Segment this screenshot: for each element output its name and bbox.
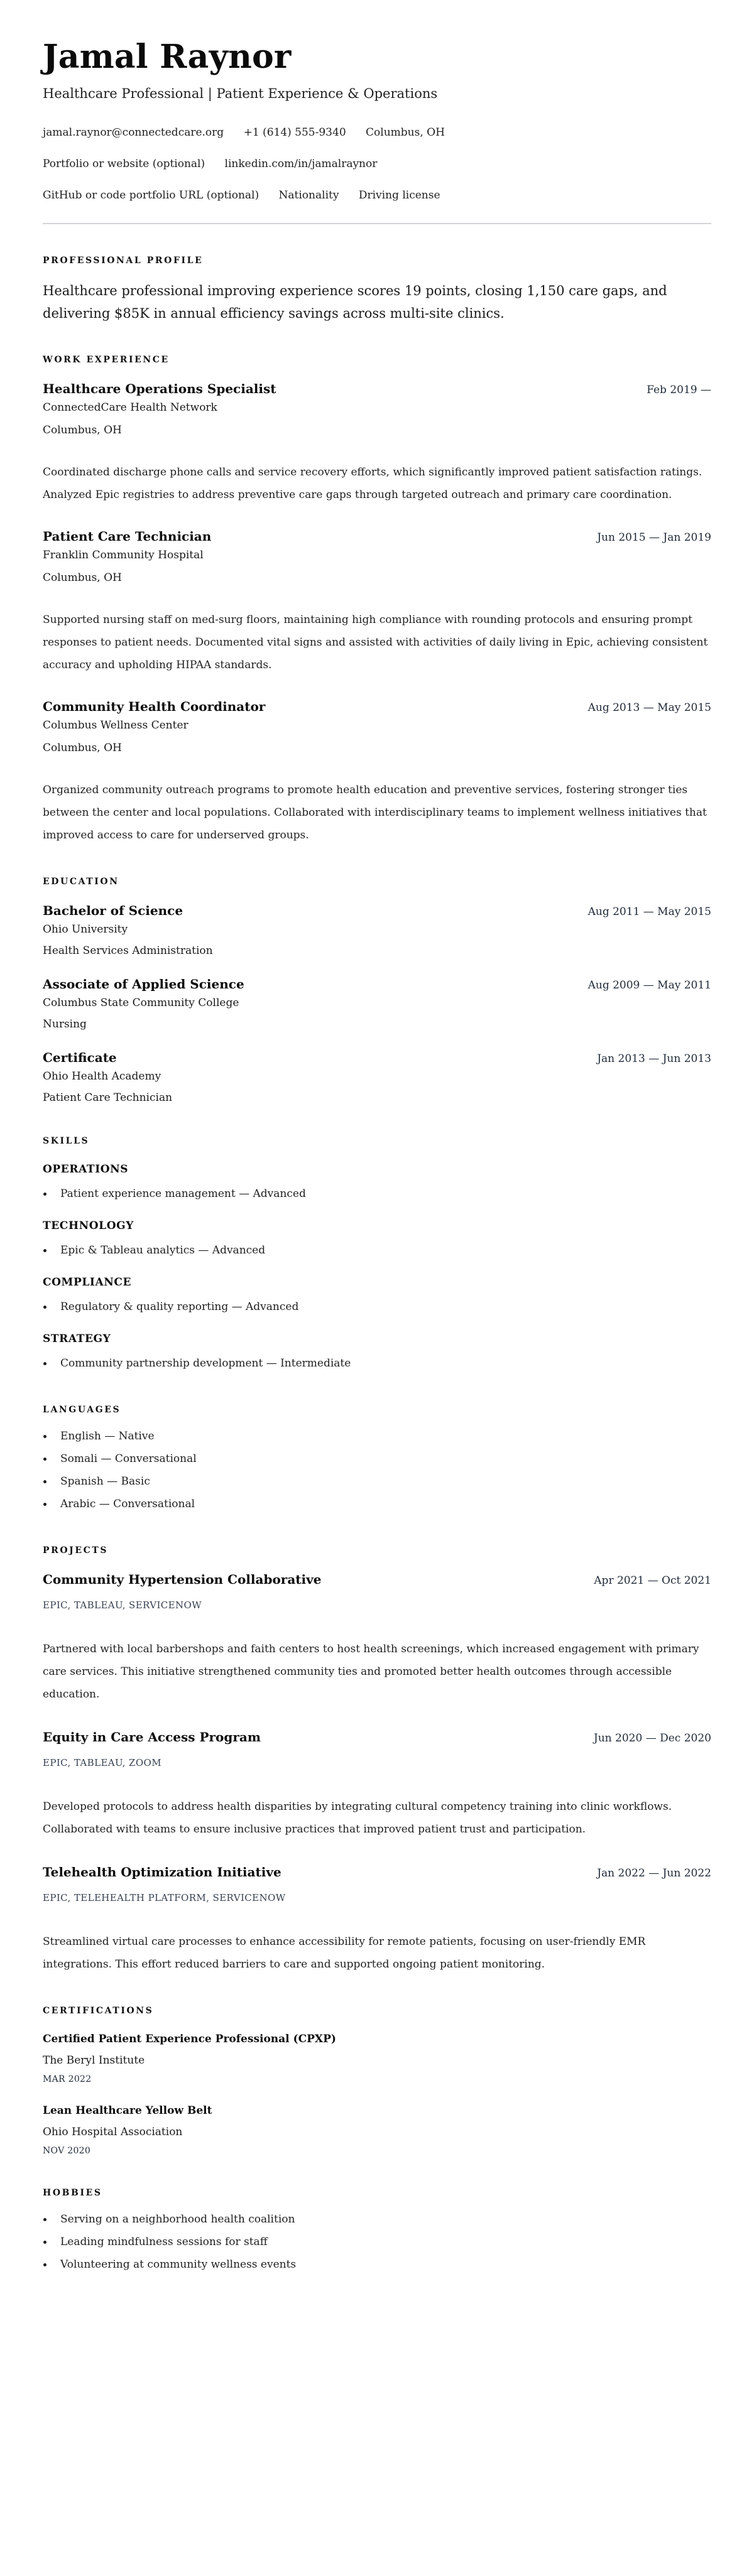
job-description: Supported nursing staff on med-surg floors, maintaining high compliance with rounding protocols and ensuring prompt responses to patient needs. Documented vital signs and assisted with activities of daily living in Epic, achieving consistent accuracy and upholding HIPAA standards. [43, 614, 708, 671]
certification-issuer: The Beryl Institute [43, 2054, 145, 2067]
profile-summary: Healthcare professional improving experience scores 19 points, closing 1,150 care gaps, and delivering $85K in annual efficiency savings across multi-site clinics. [43, 283, 667, 321]
section-skills [43, 1135, 711, 1375]
contact-github[interactable]: GitHub or code portfolio URL (optional) [43, 189, 260, 202]
language-item: English — Native [43, 1425, 711, 1448]
field-of-study: Nursing [43, 1018, 87, 1031]
school-name: Ohio Health Academy [43, 1070, 161, 1083]
skill-item: Regulatory & quality reporting — Advanced [43, 1296, 711, 1318]
hobby-item: Volunteering at community wellness events [43, 2253, 711, 2276]
project-description: Developed protocols to address health disparities by integrating cultural competency training into clinic workflows. Collaborated with teams to ensure inclusive practices that improved patient trust and participation. [43, 1800, 672, 1836]
project-dates: Jan 2022 — Jun 2022 [597, 1867, 711, 1880]
header-divider [43, 223, 711, 224]
project-title: Equity in Care Access Program [43, 1729, 261, 1745]
job-title: Healthcare Operations Specialist [43, 381, 276, 396]
skill-item: Epic & Tableau analytics — Advanced [43, 1239, 711, 1262]
skill-group-compliance [43, 1274, 711, 1318]
skill-group-title: TECHNOLOGY [43, 1220, 134, 1232]
degree-title: Associate of Applied Science [43, 977, 244, 992]
contact-nationality: Nationality [278, 189, 339, 202]
job-title: Community Health Coordinator [43, 699, 266, 714]
skill-group-title: STRATEGY [43, 1333, 111, 1345]
project-entry [43, 1571, 711, 1706]
hobbies-list [43, 2208, 711, 2276]
job-title: Patient Care Technician [43, 529, 212, 544]
section-work-experience [43, 354, 711, 847]
project-title: Telehealth Optimization Initiative [43, 1864, 281, 1880]
education-entry [43, 975, 711, 1032]
section-projects [43, 1544, 711, 1976]
contact-email[interactable]: jamal.raynor@connectedcare.org [43, 126, 224, 139]
school-name: Ohio University [43, 923, 128, 936]
contact-phone[interactable]: +1 (614) 555-9340 [243, 126, 346, 139]
skill-group-technology [43, 1218, 711, 1262]
experience-entry [43, 528, 711, 676]
job-location: Columbus, OH [43, 571, 122, 584]
experience-entry [43, 380, 711, 506]
job-dates: Feb 2019 — [647, 384, 711, 396]
degree-title: Bachelor of Science [43, 903, 183, 918]
section-languages [43, 1404, 711, 1515]
contact-row-primary [43, 125, 711, 140]
project-entry [43, 1728, 711, 1841]
project-tech-tags: EPIC, TABLEAU, SERVICENOW [43, 1599, 202, 1611]
project-description: Partnered with local barbershops and faith centers to host health screenings, which increased engagement with primary care services. This initiative strengthened community ties and promoted better health outcomes through accessible education. [43, 1643, 699, 1701]
job-employer: Franklin Community Hospital [43, 549, 204, 561]
languages-list [43, 1425, 711, 1515]
candidate-name: Jamal Raynor [43, 38, 292, 76]
skill-item: Community partnership development — Intermediate [43, 1352, 711, 1375]
job-description: Coordinated discharge phone calls and service recovery efforts, which significantly improved patient satisfaction ratings. Analyzed Epic registries to address preventive care gaps through targeted outreach and primary care coordination. [43, 466, 702, 501]
contact-row-links [43, 156, 711, 171]
contact-row-extra [43, 188, 711, 203]
skill-group-operations [43, 1161, 711, 1205]
project-tech-tags: EPIC, TELEHEALTH PLATFORM, SERVICENOW [43, 1892, 286, 1903]
skill-group-strategy [43, 1331, 711, 1375]
project-tech-tags: EPIC, TABLEAU, ZOOM [43, 1757, 162, 1768]
contact-driving-license: Driving license [358, 189, 440, 202]
certification-date: MAR 2022 [43, 2074, 92, 2084]
education-dates: Aug 2009 — May 2011 [587, 979, 711, 992]
section-education [43, 875, 711, 1106]
section-title-projects: PROJECTS [43, 1545, 109, 1556]
field-of-study: Health Services Administration [43, 944, 213, 957]
hobby-item: Leading mindfulness sessions for staff [43, 2231, 711, 2253]
project-entry [43, 1863, 711, 1976]
section-title-profile: PROFESSIONAL PROFILE [43, 256, 204, 266]
skill-item: Patient experience management — Advanced [43, 1182, 711, 1205]
contact-portfolio[interactable]: Portfolio or website (optional) [43, 158, 205, 170]
certification-entry [43, 2102, 711, 2158]
project-dates: Apr 2021 — Oct 2021 [594, 1574, 711, 1587]
candidate-headline: Healthcare Professional | Patient Experience & Operations [43, 86, 438, 101]
job-location: Columbus, OH [43, 742, 122, 754]
section-title-skills: SKILLS [43, 1136, 90, 1146]
education-dates: Jan 2013 — Jun 2013 [597, 1053, 711, 1065]
contact-linkedin[interactable]: linkedin.com/in/jamalraynor [224, 158, 378, 170]
section-title-experience: WORK EXPERIENCE [43, 355, 170, 365]
project-dates: Jun 2020 — Dec 2020 [593, 1732, 711, 1745]
certification-issuer: Ohio Hospital Association [43, 2126, 183, 2138]
certification-name: Certified Patient Experience Professional (CPXP) [43, 2033, 336, 2045]
section-title-hobbies: HOBBIES [43, 2188, 102, 2198]
project-description: Streamlined virtual care processes to enhance accessibility for remote patients, focusing on user-friendly EMR integrations. This effort reduced barriers to care and supported ongoing patient monitoring. [43, 1935, 646, 1971]
job-employer: ConnectedCare Health Network [43, 401, 217, 414]
education-entry [43, 1049, 711, 1106]
job-dates: Jun 2015 — Jan 2019 [597, 531, 711, 544]
section-certifications [43, 2005, 711, 2158]
language-item: Spanish — Basic [43, 1470, 711, 1493]
experience-entry [43, 698, 711, 847]
language-item: Arabic — Conversational [43, 1493, 711, 1515]
skill-group-title: OPERATIONS [43, 1163, 129, 1176]
section-hobbies [43, 2187, 711, 2276]
certification-date: NOV 2020 [43, 2146, 91, 2156]
education-dates: Aug 2011 — May 2015 [587, 906, 711, 918]
education-entry [43, 902, 711, 959]
section-title-education: EDUCATION [43, 877, 119, 887]
degree-title: Certificate [43, 1050, 117, 1065]
hobby-item: Serving on a neighborhood health coalition [43, 2208, 711, 2231]
school-name: Columbus State Community College [43, 997, 239, 1009]
job-employer: Columbus Wellness Center [43, 719, 188, 732]
project-title: Community Hypertension Collaborative [43, 1572, 322, 1587]
job-location: Columbus, OH [43, 424, 122, 436]
language-item: Somali — Conversational [43, 1448, 711, 1470]
resume-header [43, 35, 711, 224]
section-title-certifications: CERTIFICATIONS [43, 2006, 154, 2016]
job-dates: Aug 2013 — May 2015 [587, 701, 711, 714]
section-title-languages: LANGUAGES [43, 1405, 121, 1415]
certification-name: Lean Healthcare Yellow Belt [43, 2104, 212, 2117]
section-professional-profile [43, 254, 711, 325]
job-description: Organized community outreach programs to promote health education and preventive services, fostering stronger ties between the center and local populations. Collaborated with interdisciplinary teams to implement wellness initiatives that improved access to care for underserved groups. [43, 784, 707, 842]
skill-group-title: COMPLIANCE [43, 1276, 132, 1289]
field-of-study: Patient Care Technician [43, 1091, 173, 1104]
certification-entry [43, 2031, 711, 2086]
contact-location: Columbus, OH [366, 126, 445, 139]
